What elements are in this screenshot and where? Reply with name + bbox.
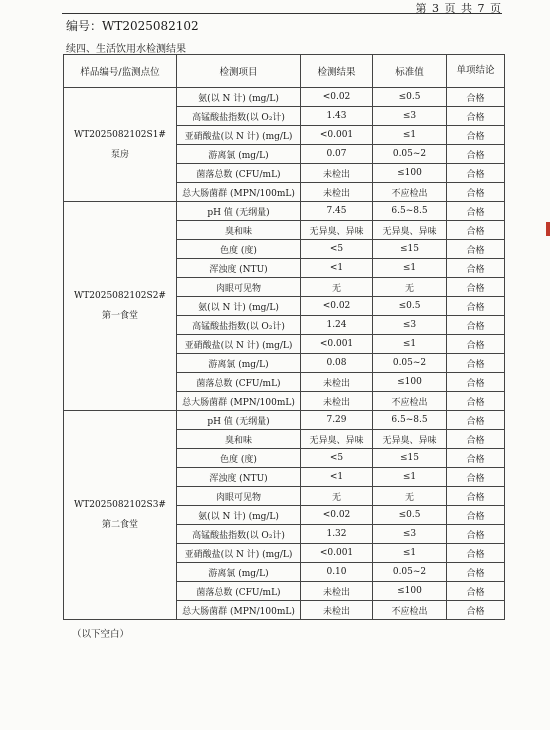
item-cell: 色度 (度) — [177, 240, 301, 259]
standard-cell: 不应检出 — [373, 392, 447, 411]
sample-cell — [64, 202, 177, 411]
conclusion-cell: 合格 — [447, 316, 505, 335]
col-header-conclusion: 单项结论 — [447, 55, 505, 88]
item-cell: pH 值 (无纲量) — [177, 411, 301, 430]
item-cell: 色度 (度) — [177, 449, 301, 468]
sample-cell — [64, 411, 177, 620]
result-cell: 0.08 — [301, 354, 373, 373]
item-cell: 氨(以 N 计) (mg/L) — [177, 88, 301, 107]
standard-cell: 无异臭、异味 — [373, 221, 447, 240]
standard-cell: ≤15 — [373, 449, 447, 468]
item-cell: 高锰酸盐指数(以 O₂计) — [177, 107, 301, 126]
standard-cell: ≤1 — [373, 259, 447, 278]
result-cell: 未检出 — [301, 601, 373, 620]
conclusion-cell: 合格 — [447, 202, 505, 221]
item-cell: 浑浊度 (NTU) — [177, 259, 301, 278]
standard-cell: ≤100 — [373, 373, 447, 392]
standard-cell: ≤100 — [373, 582, 447, 601]
conclusion-cell: 合格 — [447, 544, 505, 563]
result-cell: 1.24 — [301, 316, 373, 335]
item-cell: 游离氯 (mg/L) — [177, 563, 301, 582]
conclusion-cell: 合格 — [447, 411, 505, 430]
standard-cell: ≤1 — [373, 335, 447, 354]
standard-cell: ≤3 — [373, 316, 447, 335]
result-cell: 7.29 — [301, 411, 373, 430]
conclusion-cell: 合格 — [447, 164, 505, 183]
result-cell: 无异臭、异味 — [301, 221, 373, 240]
conclusion-cell: 合格 — [447, 582, 505, 601]
result-cell: 未检出 — [301, 164, 373, 183]
item-cell: 游离氯 (mg/L) — [177, 145, 301, 164]
standard-cell: ≤3 — [373, 525, 447, 544]
result-cell: <5 — [301, 449, 373, 468]
col-header-result: 检测结果 — [301, 55, 373, 88]
item-cell: pH 值 (无纲量) — [177, 202, 301, 221]
standard-cell: ≤0.5 — [373, 297, 447, 316]
conclusion-cell: 合格 — [447, 259, 505, 278]
item-cell: 亚硝酸盐(以 N 计) (mg/L) — [177, 544, 301, 563]
standard-cell: ≤3 — [373, 107, 447, 126]
col-header-standard: 标准值 — [373, 55, 447, 88]
conclusion-cell: 合格 — [447, 601, 505, 620]
conclusion-cell: 合格 — [447, 183, 505, 202]
result-cell: 1.43 — [301, 107, 373, 126]
conclusion-cell: 合格 — [447, 240, 505, 259]
standard-cell: 无异臭、异味 — [373, 430, 447, 449]
conclusion-cell: 合格 — [447, 392, 505, 411]
conclusion-cell: 合格 — [447, 354, 505, 373]
col-header-item: 检测项目 — [177, 55, 301, 88]
result-cell: 无 — [301, 278, 373, 297]
result-cell: <0.001 — [301, 544, 373, 563]
standard-cell: 无 — [373, 487, 447, 506]
conclusion-cell: 合格 — [447, 373, 505, 392]
item-cell: 总大肠菌群 (MPN/100mL) — [177, 392, 301, 411]
conclusion-cell: 合格 — [447, 297, 505, 316]
col-header-sample: 样品编号/监测点位 — [64, 55, 177, 88]
item-cell: 菌落总数 (CFU/mL) — [177, 582, 301, 601]
item-cell: 菌落总数 (CFU/mL) — [177, 164, 301, 183]
sample-id: WT2025082102S3# — [74, 500, 166, 510]
result-cell: 无 — [301, 487, 373, 506]
conclusion-cell: 合格 — [447, 107, 505, 126]
item-cell: 亚硝酸盐(以 N 计) (mg/L) — [177, 335, 301, 354]
result-cell: 无异臭、异味 — [301, 430, 373, 449]
conclusion-cell: 合格 — [447, 449, 505, 468]
sample-location: 第二食堂 — [101, 520, 138, 530]
blank-below-note: （以下空白） — [72, 629, 130, 640]
table-header-row — [64, 55, 505, 88]
result-cell: <1 — [301, 468, 373, 487]
item-cell: 氨(以 N 计) (mg/L) — [177, 297, 301, 316]
standard-cell: 无 — [373, 278, 447, 297]
item-cell: 总大肠菌群 (MPN/100mL) — [177, 601, 301, 620]
standard-cell: 不应检出 — [373, 183, 447, 202]
result-cell: <0.02 — [301, 88, 373, 107]
sample-location: 泵房 — [110, 149, 129, 160]
standard-cell: 0.05~2 — [373, 145, 447, 164]
sample-location: 第一食堂 — [101, 311, 138, 321]
item-cell: 氨(以 N 计) (mg/L) — [177, 506, 301, 525]
result-cell: <0.02 — [301, 297, 373, 316]
results-table — [63, 54, 505, 620]
page-indicator: 第 3 页 共 7 页 — [415, 2, 502, 15]
item-cell: 总大肠菌群 (MPN/100mL) — [177, 183, 301, 202]
standard-cell: ≤1 — [373, 126, 447, 145]
standard-cell: 6.5~8.5 — [373, 411, 447, 430]
result-cell: 7.45 — [301, 202, 373, 221]
table-body — [64, 88, 505, 620]
item-cell: 浑浊度 (NTU) — [177, 468, 301, 487]
conclusion-cell: 合格 — [447, 145, 505, 164]
sample-cell — [64, 88, 177, 202]
conclusion-cell: 合格 — [447, 335, 505, 354]
item-cell: 菌落总数 (CFU/mL) — [177, 373, 301, 392]
result-cell: <5 — [301, 240, 373, 259]
item-cell: 肉眼可见物 — [177, 278, 301, 297]
result-cell: 未检出 — [301, 373, 373, 392]
table-row — [64, 88, 505, 107]
standard-cell: 不应检出 — [373, 601, 447, 620]
result-cell: 0.07 — [301, 145, 373, 164]
result-cell: 未检出 — [301, 582, 373, 601]
result-cell: 1.32 — [301, 525, 373, 544]
result-cell: 未检出 — [301, 183, 373, 202]
standard-cell: ≤100 — [373, 164, 447, 183]
conclusion-cell: 合格 — [447, 563, 505, 582]
conclusion-cell: 合格 — [447, 487, 505, 506]
table-row — [64, 202, 505, 221]
standard-cell: 0.05~2 — [373, 563, 447, 582]
item-cell: 臭和味 — [177, 430, 301, 449]
item-cell: 肉眼可见物 — [177, 487, 301, 506]
header-rule — [62, 13, 502, 14]
result-cell: 未检出 — [301, 392, 373, 411]
standard-cell: ≤1 — [373, 544, 447, 563]
sample-id: WT2025082102S2# — [74, 291, 166, 301]
item-cell: 亚硝酸盐(以 N 计) (mg/L) — [177, 126, 301, 145]
item-cell: 臭和味 — [177, 221, 301, 240]
table-row — [64, 411, 505, 430]
standard-cell: ≤0.5 — [373, 506, 447, 525]
item-cell: 高锰酸盐指数(以 O₂计) — [177, 316, 301, 335]
item-cell: 游离氯 (mg/L) — [177, 354, 301, 373]
table-caption: 续四、生活饮用水检测结果 — [66, 44, 186, 55]
result-cell: <0.02 — [301, 506, 373, 525]
result-cell: <0.001 — [301, 126, 373, 145]
conclusion-cell: 合格 — [447, 468, 505, 487]
edge-mark — [546, 222, 550, 236]
conclusion-cell: 合格 — [447, 525, 505, 544]
item-cell: 高锰酸盐指数(以 O₂计) — [177, 525, 301, 544]
result-cell: 0.10 — [301, 563, 373, 582]
standard-cell: 0.05~2 — [373, 354, 447, 373]
conclusion-cell: 合格 — [447, 278, 505, 297]
result-cell: <1 — [301, 259, 373, 278]
conclusion-cell: 合格 — [447, 126, 505, 145]
standard-cell: 6.5~8.5 — [373, 202, 447, 221]
sample-id: WT2025082102S1# — [74, 129, 166, 140]
standard-cell: ≤15 — [373, 240, 447, 259]
standard-cell: ≤1 — [373, 468, 447, 487]
document-number: 编号：WT2025082102 — [66, 19, 199, 33]
conclusion-cell: 合格 — [447, 506, 505, 525]
conclusion-cell: 合格 — [447, 430, 505, 449]
standard-cell: ≤0.5 — [373, 88, 447, 107]
result-cell: <0.001 — [301, 335, 373, 354]
conclusion-cell: 合格 — [447, 88, 505, 107]
conclusion-cell: 合格 — [447, 221, 505, 240]
